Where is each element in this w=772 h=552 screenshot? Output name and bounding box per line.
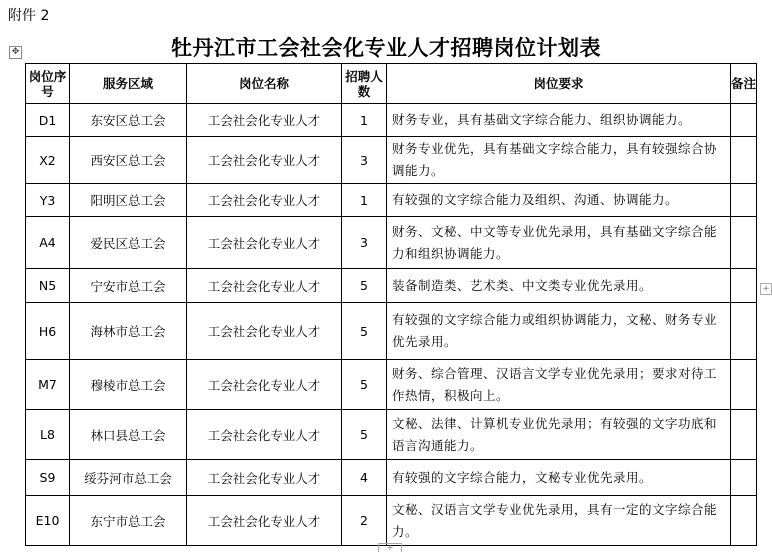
cell-position: 工会社会化专业人才 — [187, 184, 342, 217]
cell-count: 1 — [342, 184, 387, 217]
table-row — [26, 269, 757, 303]
cell-count: 5 — [342, 269, 387, 303]
column-insert-plus-icon[interactable]: + — [378, 543, 402, 552]
cell-requirement: 有较强的文字综合能力，文秘专业优先录用。 — [387, 460, 731, 496]
cell-requirement: 财务专业优先，具有基础文字综合能力，具有较强综合协调能力。 — [387, 137, 731, 184]
cell-requirement: 财务专业，具有基础文字综合能力、组织协调能力。 — [387, 104, 731, 137]
cell-remark — [731, 303, 757, 360]
cell-requirement: 财务、综合管理、汉语言文学专业优先录用；要求对待工作热情，积极向上。 — [387, 360, 731, 410]
cell-remark — [731, 217, 757, 269]
cell-position: 工会社会化专业人才 — [187, 303, 342, 360]
cell-count: 1 — [342, 104, 387, 137]
cell-area: 绥芬河市总工会 — [70, 460, 187, 496]
cell-code: E10 — [26, 496, 70, 546]
cell-position: 工会社会化专业人才 — [187, 460, 342, 496]
cell-code: L8 — [26, 410, 70, 460]
cell-requirement: 财务、文秘、中文等专业优先录用，具有基础文字综合能力和组织协调能力。 — [387, 217, 731, 269]
cell-count: 5 — [342, 410, 387, 460]
cell-position: 工会社会化专业人才 — [187, 217, 342, 269]
cell-area: 海林市总工会 — [70, 303, 187, 360]
cell-remark — [731, 269, 757, 303]
cell-remark — [731, 104, 757, 137]
cell-position: 工会社会化专业人才 — [187, 137, 342, 184]
cell-requirement: 有较强的文字综合能力及组织、沟通、协调能力。 — [387, 184, 731, 217]
header-service-area: 服务区域 — [70, 64, 187, 104]
cell-code: D1 — [26, 104, 70, 137]
cell-position: 工会社会化专业人才 — [187, 269, 342, 303]
table-row — [26, 410, 757, 460]
table-row — [26, 496, 757, 546]
cell-requirement: 有较强的文字综合能力或组织协调能力，文秘、财务专业优先录用。 — [387, 303, 731, 360]
header-position-name: 岗位名称 — [187, 64, 342, 104]
table-row — [26, 137, 757, 184]
cell-area: 林口县总工会 — [70, 410, 187, 460]
cell-area: 东安区总工会 — [70, 104, 187, 137]
table-row — [26, 460, 757, 496]
table-row — [26, 360, 757, 410]
cell-code: X2 — [26, 137, 70, 184]
cell-remark — [731, 496, 757, 546]
cell-code: H6 — [26, 303, 70, 360]
cell-code: N5 — [26, 269, 70, 303]
cell-remark — [731, 460, 757, 496]
cell-remark — [731, 360, 757, 410]
table-row — [26, 184, 757, 217]
table-header-row — [26, 64, 757, 104]
cell-requirement: 装备制造类、艺术类、中文类专业优先录用。 — [387, 269, 731, 303]
cell-position: 工会社会化专业人才 — [187, 360, 342, 410]
header-position-no: 岗位序号 — [26, 64, 70, 104]
cell-area: 爱民区总工会 — [70, 217, 187, 269]
table-row — [26, 303, 757, 360]
recruitment-table — [25, 63, 757, 546]
cell-count: 5 — [342, 303, 387, 360]
cell-area: 阳明区总工会 — [70, 184, 187, 217]
cell-remark — [731, 137, 757, 184]
attachment-label: 附件 2 — [8, 8, 50, 24]
header-headcount: 招聘人数 — [342, 64, 387, 104]
table-move-handle-icon[interactable]: ✥ — [9, 46, 22, 59]
cell-requirement: 文秘、法律、计算机专业优先录用；有较强的文字功底和语言沟通能力。 — [387, 410, 731, 460]
cell-count: 3 — [342, 137, 387, 184]
cell-area: 宁安市总工会 — [70, 269, 187, 303]
cell-remark — [731, 184, 757, 217]
cell-position: 工会社会化专业人才 — [187, 410, 342, 460]
cell-code: A4 — [26, 217, 70, 269]
cell-remark — [731, 410, 757, 460]
header-remarks: 备注 — [731, 64, 757, 104]
cell-area: 穆棱市总工会 — [70, 360, 187, 410]
cell-code: M7 — [26, 360, 70, 410]
table-row — [26, 217, 757, 269]
table-row — [26, 104, 757, 137]
cell-count: 3 — [342, 217, 387, 269]
cell-count: 2 — [342, 496, 387, 546]
cell-count: 5 — [342, 360, 387, 410]
cell-position: 工会社会化专业人才 — [187, 104, 342, 137]
cell-position: 工会社会化专业人才 — [187, 496, 342, 546]
row-insert-plus-icon[interactable]: + — [760, 283, 772, 295]
cell-code: S9 — [26, 460, 70, 496]
cell-area: 东宁市总工会 — [70, 496, 187, 546]
cell-code: Y3 — [26, 184, 70, 217]
cell-count: 4 — [342, 460, 387, 496]
document-title: 牡丹江市工会社会化专业人才招聘岗位计划表 — [171, 35, 601, 60]
cell-area: 西安区总工会 — [70, 137, 187, 184]
header-requirements: 岗位要求 — [387, 64, 731, 104]
cell-requirement: 文秘、汉语言文学专业优先录用，具有一定的文字综合能力。 — [387, 496, 731, 546]
